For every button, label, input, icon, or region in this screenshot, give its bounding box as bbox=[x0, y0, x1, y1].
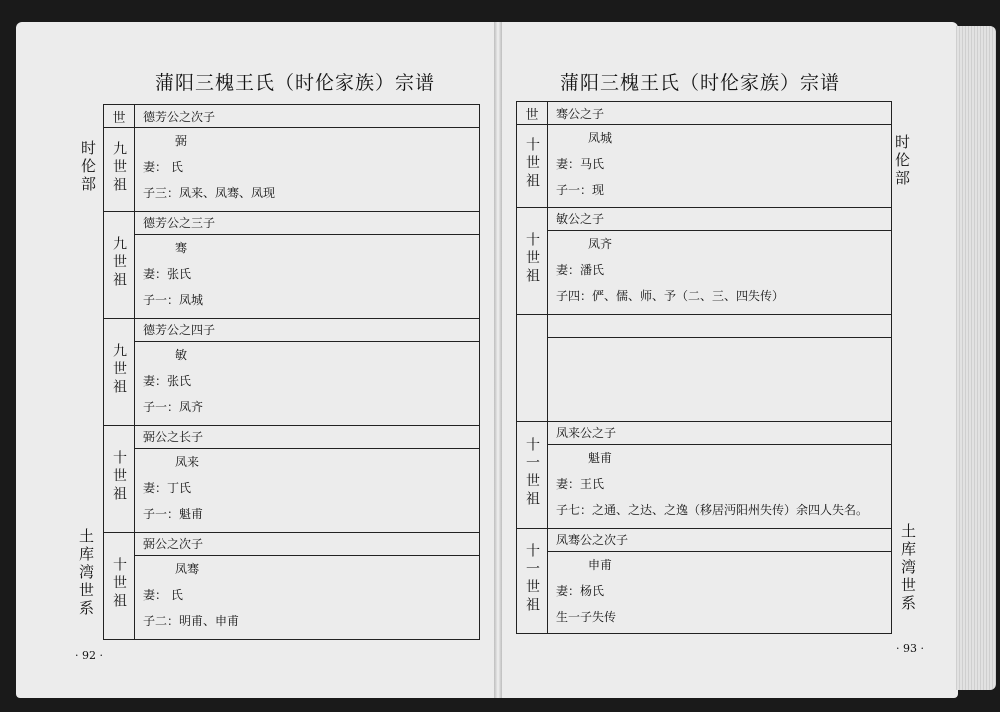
generation-label bbox=[104, 426, 135, 533]
children-line: 子一：魁甫 bbox=[143, 507, 204, 521]
generation-label bbox=[104, 533, 135, 640]
generation-label bbox=[517, 208, 548, 315]
children-line: 子一：现 bbox=[556, 183, 605, 197]
generation-entry bbox=[104, 128, 480, 212]
entry-content bbox=[548, 422, 892, 529]
generation-entry bbox=[517, 529, 892, 634]
wife-line: 妻：马氏 bbox=[556, 157, 605, 171]
wife-line: 妻：张氏 bbox=[143, 267, 192, 281]
empty-parent-line bbox=[548, 315, 891, 338]
parent-line: 德芳公之四子 bbox=[135, 319, 479, 342]
person-name: 敏 bbox=[175, 348, 188, 362]
entry-content bbox=[135, 128, 480, 212]
generation-text: 十世祖 bbox=[111, 557, 127, 611]
parent-line: 敏公之子 bbox=[548, 208, 891, 231]
generation-entry bbox=[104, 212, 480, 319]
parent-line: 凤骞公之次子 bbox=[548, 529, 891, 552]
wife-line: 妻： 氏 bbox=[143, 588, 183, 602]
generation-entry bbox=[517, 208, 892, 315]
generation-label bbox=[517, 529, 548, 634]
generation-text: 十一世祖 bbox=[524, 437, 540, 509]
book-gutter bbox=[494, 22, 502, 698]
wife-line: 妻：潘氏 bbox=[556, 263, 605, 277]
entry-content bbox=[135, 426, 480, 533]
parent-line: 弼公之长子 bbox=[135, 426, 479, 449]
person-name: 凤齐 bbox=[588, 237, 613, 251]
parent-line: 凤来公之子 bbox=[548, 422, 891, 445]
entry-content bbox=[548, 125, 892, 208]
generation-text: 十一世祖 bbox=[524, 543, 540, 615]
right-page-number: · 93 · bbox=[896, 642, 924, 655]
entry-content bbox=[548, 208, 892, 315]
person-name: 申甫 bbox=[588, 558, 613, 572]
generation-entry bbox=[517, 315, 892, 422]
entry-content bbox=[135, 319, 480, 426]
left-page-title: 蒲阳三槐王氏（时伦家族）宗谱 bbox=[155, 72, 436, 94]
generation-entry bbox=[104, 426, 480, 533]
children-line: 子四：俨、儒、师、予（二、三、四失传） bbox=[556, 289, 785, 303]
generation-label bbox=[517, 315, 548, 422]
person-name: 魁甫 bbox=[588, 451, 613, 465]
left-genealogy-table bbox=[103, 104, 480, 640]
children-line: 子一：凤齐 bbox=[143, 400, 204, 414]
header-row bbox=[517, 102, 892, 125]
wife-line: 妻：张氏 bbox=[143, 374, 192, 388]
children-line: 子七：之通、之达、之逸（移居沔阳州失传）余四人失名。 bbox=[556, 503, 869, 517]
wife-line: 妻：丁氏 bbox=[143, 481, 192, 495]
left-series-label: 土库湾世系 bbox=[77, 528, 95, 618]
left-section-label: 时伦部 bbox=[79, 140, 97, 194]
generation-text: 九世祖 bbox=[111, 343, 127, 397]
person-name: 弼 bbox=[175, 134, 188, 148]
parent-line: 德芳公之三子 bbox=[135, 212, 479, 235]
person-name: 凤骞 bbox=[175, 562, 200, 576]
page-edge bbox=[956, 26, 996, 690]
wife-line: 妻： 氏 bbox=[143, 160, 183, 174]
header-col1: 世 bbox=[517, 102, 548, 125]
parent-line: 弼公之次子 bbox=[135, 533, 479, 556]
entry-content bbox=[548, 315, 892, 422]
generation-text: 九世祖 bbox=[111, 236, 127, 290]
generation-entry bbox=[104, 533, 480, 640]
children-line: 子二：明甫、申甫 bbox=[143, 614, 240, 628]
entry-content bbox=[548, 529, 892, 634]
generation-text: 九世祖 bbox=[111, 140, 127, 195]
person-name: 凤城 bbox=[588, 131, 613, 145]
generation-label bbox=[104, 128, 135, 212]
person-name: 凤来 bbox=[175, 455, 200, 469]
entry-content bbox=[135, 533, 480, 640]
header-row bbox=[104, 105, 480, 128]
right-page-title: 蒲阳三槐王氏（时伦家族）宗谱 bbox=[560, 72, 841, 94]
wife-line: 妻：杨氏 bbox=[556, 584, 605, 598]
generation-text: 十世祖 bbox=[524, 232, 540, 286]
left-page-number: · 92 · bbox=[75, 649, 103, 662]
generation-label bbox=[104, 319, 135, 426]
right-genealogy-table bbox=[516, 101, 892, 634]
header-col2: 德芳公之次子 bbox=[135, 105, 480, 128]
header-col1: 世 bbox=[104, 105, 135, 128]
generation-text: 十世祖 bbox=[111, 450, 127, 504]
generation-entry bbox=[104, 319, 480, 426]
generation-entry bbox=[517, 125, 892, 208]
children-line: 子一：凤城 bbox=[143, 293, 204, 307]
children-line: 子三：凤来、凤骞、凤现 bbox=[143, 186, 276, 200]
wife-line: 妻：王氏 bbox=[556, 477, 605, 491]
person-name: 骞 bbox=[175, 241, 188, 255]
generation-label bbox=[517, 422, 548, 529]
generation-text: 十世祖 bbox=[524, 137, 540, 191]
entry-content bbox=[135, 212, 480, 319]
header-col2: 骞公之子 bbox=[548, 102, 892, 125]
children-line: 生一子失传 bbox=[556, 610, 617, 624]
generation-label bbox=[517, 125, 548, 208]
right-series-label: 土库湾世系 bbox=[899, 523, 917, 613]
generation-label bbox=[104, 212, 135, 319]
right-section-label: 时伦部 bbox=[893, 134, 911, 188]
generation-entry bbox=[517, 422, 892, 529]
